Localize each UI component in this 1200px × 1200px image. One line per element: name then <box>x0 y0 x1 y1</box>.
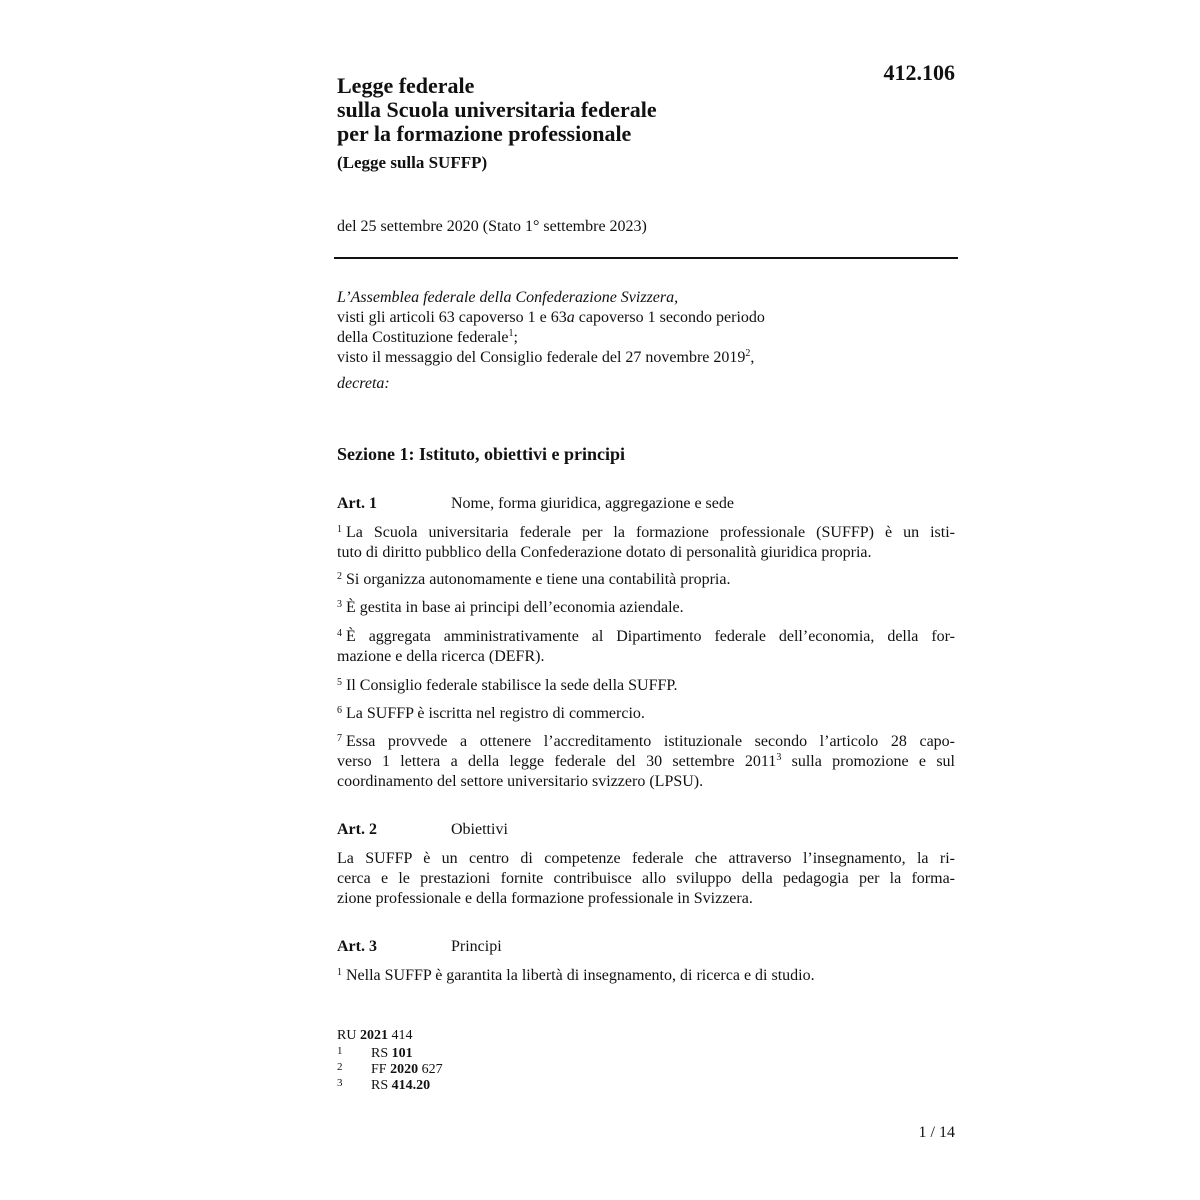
preamble-text: visti gli articoli 63 capoverso 1 e 63 <box>337 309 567 326</box>
sr-number: 412.106 <box>883 60 955 85</box>
paragraph-text: La SUFFP è iscritta nel registro di commercio. <box>346 705 645 722</box>
short-title: (Legge sulla SUFFP) <box>337 153 488 172</box>
paragraph-line <box>337 676 955 696</box>
footnote-text <box>371 1078 430 1094</box>
paragraph-text: La Scuola universitaria federale per la formazione professionale (SUFFP) è un isti- <box>346 524 955 541</box>
paragraph <box>337 523 955 563</box>
title-line: per la formazione professionale <box>337 121 632 146</box>
paragraph-text: sulla promozione e sul <box>781 753 955 770</box>
paragraph <box>337 966 955 986</box>
footnote-prefix: RS <box>371 1078 392 1093</box>
footnote-ref[interactable]: 1 <box>508 328 514 339</box>
paragraph-line <box>337 704 955 724</box>
footnote-text <box>371 1046 413 1062</box>
paragraph <box>337 704 955 724</box>
footnote-text: 2021 <box>359 1028 388 1043</box>
preamble-assembly: L’Assemblea federale della Confederazione Svizzera, <box>337 289 679 306</box>
paragraph-number: 5 <box>337 677 342 688</box>
preamble-text: , <box>750 349 755 366</box>
article-title: Obiettivi <box>451 821 508 838</box>
footnote-text <box>371 1062 443 1078</box>
title-line: sulla Scuola universitaria federale <box>337 97 657 122</box>
footnote-text: 414 <box>387 1028 413 1043</box>
article-3-heading <box>337 937 502 957</box>
footnote-bold: 414.20 <box>391 1078 431 1093</box>
paragraph-line <box>337 752 955 772</box>
paragraph-line <box>337 732 955 752</box>
paragraph <box>337 849 955 909</box>
paragraph <box>337 627 955 667</box>
enactment-date: del 25 settembre 2020 (Stato 1° settembre 2023) <box>337 218 647 235</box>
paragraph-line <box>337 627 955 647</box>
paragraph-text: Il Consiglio federale stabilisce la sede della SUFFP. <box>346 677 678 694</box>
paragraph-number: 2 <box>337 571 342 582</box>
footnote-ref[interactable]: 2 <box>745 348 751 359</box>
preamble-line <box>337 328 957 348</box>
paragraph <box>337 598 955 618</box>
paragraph-line <box>337 966 955 986</box>
paragraph-text: Si organizza autonomamente e tiene una contabilità propria. <box>346 571 731 588</box>
paragraph-text: Essa provvede a ottenere l’accreditamento istituzionale secondo l’articolo 28 capo- <box>346 733 955 750</box>
law-title <box>337 74 837 174</box>
header-divider <box>334 257 958 259</box>
paragraph-line: cerca e le prestazioni fornite contribuisce allo sviluppo della pedagogia per la forma- <box>337 870 955 887</box>
preamble-text: della Costituzione federale <box>337 329 509 346</box>
article-number: Art. 3 <box>337 938 377 955</box>
preamble-text: capoverso 1 secondo periodo <box>574 309 765 326</box>
footnote-bold: 2020 <box>390 1062 419 1077</box>
article-number: Art. 1 <box>337 495 377 512</box>
paragraph-text: verso 1 lettera a della legge federale del 30 settembre 2011 <box>337 753 777 770</box>
preamble-line <box>337 308 957 328</box>
footnote-mark: 2 <box>337 1061 343 1073</box>
section-heading: Sezione 1: Istituto, obiettivi e principi <box>337 444 625 464</box>
preamble-text: a <box>566 309 575 326</box>
paragraph-line <box>337 598 955 618</box>
paragraph-line: mazione e della ricerca (DEFR). <box>337 648 545 665</box>
preamble-line <box>337 348 957 368</box>
article-2-heading <box>337 820 508 840</box>
paragraph-line <box>337 523 955 543</box>
footnote-prefix: FF <box>371 1062 391 1077</box>
paragraph-line <box>337 570 955 590</box>
footnote-item <box>337 1061 443 1078</box>
footnote-bold: 101 <box>391 1046 413 1061</box>
footnote-item <box>337 1077 431 1094</box>
paragraph-line: tuto di diritto pubblico della Confederazione dotato di personalità giuridica propria. <box>337 544 872 561</box>
footnote-mark: 1 <box>337 1045 343 1057</box>
paragraph-number: 1 <box>337 524 342 535</box>
paragraph-number: 7 <box>337 733 342 744</box>
paragraph-number: 6 <box>337 705 342 716</box>
paragraph-text: È aggregata amministrativamente al Dipartimento federale dell’economia, della for- <box>346 628 955 645</box>
footnote-mark: 3 <box>337 1077 343 1089</box>
footnotes <box>337 1027 443 1094</box>
footnote-text: RU <box>337 1028 360 1043</box>
footnote-item <box>337 1046 412 1062</box>
footnote-suffix: 627 <box>418 1062 443 1077</box>
preamble-decreta: decreta: <box>337 375 390 392</box>
official-compilation-ref <box>337 1027 412 1046</box>
paragraph-text: Nella SUFFP è garantita la libertà di insegnamento, di ricerca e di studio. <box>346 967 815 984</box>
paragraph-text: È gestita in base ai principi dell’economia aziendale. <box>346 599 684 616</box>
paragraph-number: 1 <box>337 967 342 978</box>
preamble <box>337 288 957 394</box>
article-number: Art. 2 <box>337 821 377 838</box>
preamble-text: ; <box>513 329 518 346</box>
footnote-prefix: RS <box>371 1046 392 1061</box>
preamble-text: visto il messaggio del Consiglio federale del 27 novembre 2019 <box>337 349 746 366</box>
paragraph-number: 3 <box>337 599 342 610</box>
title-line: Legge federale <box>337 73 475 98</box>
paragraph <box>337 732 955 792</box>
article-title: Principi <box>451 938 502 955</box>
paragraph-line: La SUFFP è un centro di competenze federale che attraverso l’insegnamento, la ri- <box>337 850 955 867</box>
page-number: 1 / 14 <box>918 1124 955 1141</box>
paragraph-line: coordinamento del settore universitario svizzero (LPSU). <box>337 773 704 790</box>
footnote-ref[interactable]: 3 <box>776 752 782 763</box>
article-1-heading <box>337 494 734 514</box>
paragraph-line: zione professionale e della formazione professionale in Svizzera. <box>337 890 753 907</box>
paragraph <box>337 676 955 696</box>
paragraph <box>337 570 955 590</box>
article-title: Nome, forma giuridica, aggregazione e sede <box>451 495 734 512</box>
paragraph-number: 4 <box>337 628 342 639</box>
